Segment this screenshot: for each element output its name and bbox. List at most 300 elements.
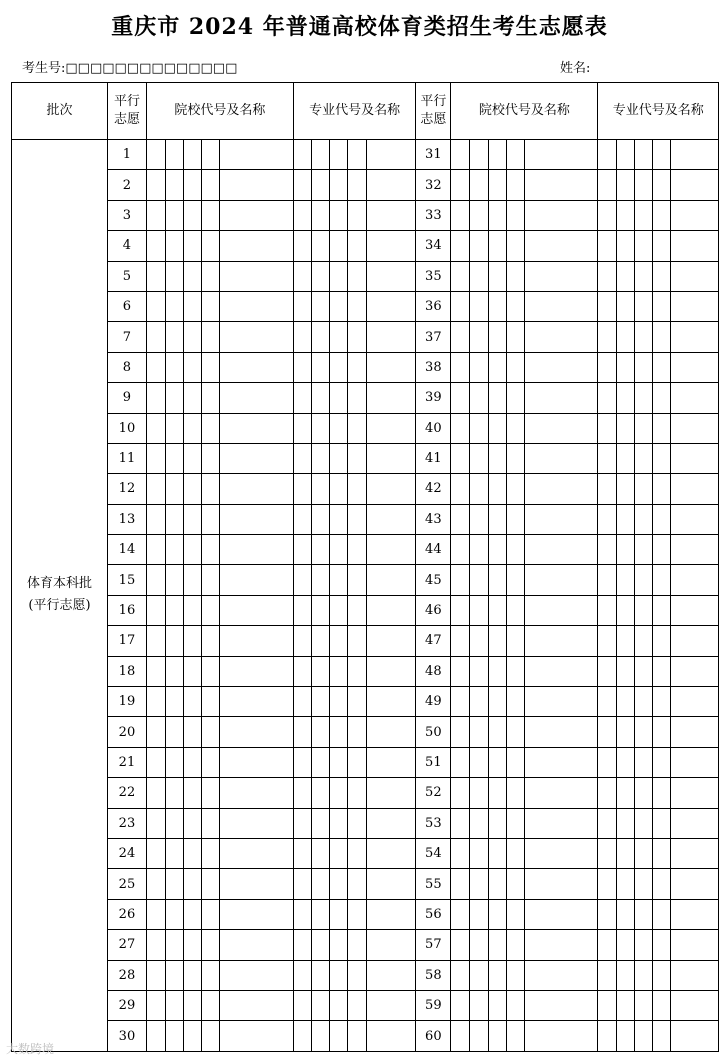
school-right-code-digit[interactable] bbox=[470, 1021, 488, 1051]
major-code-digit[interactable] bbox=[312, 261, 330, 291]
school-right-code-digit[interactable] bbox=[451, 869, 470, 899]
school-code-digit[interactable] bbox=[202, 899, 220, 929]
major-right-code-digit[interactable] bbox=[616, 352, 634, 382]
school-right-code-digit[interactable] bbox=[451, 565, 470, 595]
school-right-code-digit[interactable] bbox=[488, 291, 506, 321]
major-code-digit[interactable] bbox=[293, 291, 311, 321]
school-code-digit[interactable] bbox=[146, 930, 165, 960]
major-right-code-digit[interactable] bbox=[652, 656, 670, 686]
major-right-code-digit[interactable] bbox=[598, 140, 616, 170]
major-name-field[interactable] bbox=[366, 231, 416, 261]
major-right-code-digit[interactable] bbox=[634, 778, 652, 808]
school-right-code-digit[interactable] bbox=[506, 413, 524, 443]
school-code-digit[interactable] bbox=[146, 474, 165, 504]
school-code-digit[interactable] bbox=[166, 231, 184, 261]
school-right-code-digit[interactable] bbox=[488, 413, 506, 443]
school-code-digit[interactable] bbox=[146, 200, 165, 230]
school-right-name-field[interactable] bbox=[524, 595, 597, 625]
school-right-code-digit[interactable] bbox=[506, 322, 524, 352]
school-right-code-digit[interactable] bbox=[488, 170, 506, 200]
major-code-digit[interactable] bbox=[348, 170, 366, 200]
major-code-digit[interactable] bbox=[330, 443, 348, 473]
school-code-digit[interactable] bbox=[166, 413, 184, 443]
school-right-code-digit[interactable] bbox=[470, 808, 488, 838]
school-code-digit[interactable] bbox=[146, 231, 165, 261]
school-name-field[interactable] bbox=[220, 778, 293, 808]
major-right-code-digit[interactable] bbox=[598, 778, 616, 808]
major-right-code-digit[interactable] bbox=[598, 200, 616, 230]
school-code-digit[interactable] bbox=[184, 656, 202, 686]
major-right-code-digit[interactable] bbox=[616, 413, 634, 443]
major-code-digit[interactable] bbox=[348, 930, 366, 960]
major-right-name-field[interactable] bbox=[671, 504, 719, 534]
school-code-digit[interactable] bbox=[146, 1021, 165, 1051]
major-right-code-digit[interactable] bbox=[616, 930, 634, 960]
major-name-field[interactable] bbox=[366, 535, 416, 565]
major-code-digit[interactable] bbox=[312, 200, 330, 230]
school-right-code-digit[interactable] bbox=[451, 170, 470, 200]
major-code-digit[interactable] bbox=[330, 595, 348, 625]
major-right-code-digit[interactable] bbox=[598, 1021, 616, 1051]
major-right-code-digit[interactable] bbox=[634, 687, 652, 717]
major-code-digit[interactable] bbox=[312, 778, 330, 808]
school-right-code-digit[interactable] bbox=[506, 200, 524, 230]
major-code-digit[interactable] bbox=[293, 626, 311, 656]
major-right-name-field[interactable] bbox=[671, 626, 719, 656]
school-code-digit[interactable] bbox=[202, 170, 220, 200]
school-right-code-digit[interactable] bbox=[506, 687, 524, 717]
school-name-field[interactable] bbox=[220, 838, 293, 868]
school-name-field[interactable] bbox=[220, 565, 293, 595]
school-code-digit[interactable] bbox=[166, 352, 184, 382]
major-right-name-field[interactable] bbox=[671, 656, 719, 686]
school-code-digit[interactable] bbox=[146, 838, 165, 868]
school-code-digit[interactable] bbox=[146, 261, 165, 291]
major-right-code-digit[interactable] bbox=[598, 261, 616, 291]
major-code-digit[interactable] bbox=[348, 352, 366, 382]
school-name-field[interactable] bbox=[220, 261, 293, 291]
school-code-digit[interactable] bbox=[166, 869, 184, 899]
major-right-code-digit[interactable] bbox=[652, 717, 670, 747]
school-right-code-digit[interactable] bbox=[506, 535, 524, 565]
school-right-code-digit[interactable] bbox=[506, 443, 524, 473]
school-right-code-digit[interactable] bbox=[506, 778, 524, 808]
school-code-digit[interactable] bbox=[166, 322, 184, 352]
school-right-code-digit[interactable] bbox=[488, 231, 506, 261]
major-right-name-field[interactable] bbox=[671, 808, 719, 838]
school-right-name-field[interactable] bbox=[524, 352, 597, 382]
school-code-digit[interactable] bbox=[184, 626, 202, 656]
major-code-digit[interactable] bbox=[348, 808, 366, 838]
school-code-digit[interactable] bbox=[146, 960, 165, 990]
school-code-digit[interactable] bbox=[202, 322, 220, 352]
major-right-code-digit[interactable] bbox=[634, 443, 652, 473]
major-name-field[interactable] bbox=[366, 808, 416, 838]
major-right-name-field[interactable] bbox=[671, 443, 719, 473]
school-code-digit[interactable] bbox=[202, 140, 220, 170]
major-code-digit[interactable] bbox=[312, 291, 330, 321]
major-right-code-digit[interactable] bbox=[598, 869, 616, 899]
school-right-name-field[interactable] bbox=[524, 687, 597, 717]
major-right-code-digit[interactable] bbox=[616, 322, 634, 352]
major-right-code-digit[interactable] bbox=[652, 869, 670, 899]
major-right-code-digit[interactable] bbox=[652, 565, 670, 595]
major-code-digit[interactable] bbox=[330, 899, 348, 929]
major-right-name-field[interactable] bbox=[671, 565, 719, 595]
major-code-digit[interactable] bbox=[312, 504, 330, 534]
school-code-digit[interactable] bbox=[146, 808, 165, 838]
major-code-digit[interactable] bbox=[293, 170, 311, 200]
school-right-code-digit[interactable] bbox=[470, 869, 488, 899]
school-right-name-field[interactable] bbox=[524, 960, 597, 990]
school-right-code-digit[interactable] bbox=[506, 899, 524, 929]
school-name-field[interactable] bbox=[220, 747, 293, 777]
school-right-code-digit[interactable] bbox=[506, 869, 524, 899]
school-code-digit[interactable] bbox=[146, 170, 165, 200]
school-right-code-digit[interactable] bbox=[451, 899, 470, 929]
school-right-code-digit[interactable] bbox=[470, 413, 488, 443]
major-code-digit[interactable] bbox=[330, 504, 348, 534]
major-code-digit[interactable] bbox=[348, 960, 366, 990]
major-code-digit[interactable] bbox=[312, 383, 330, 413]
school-right-name-field[interactable] bbox=[524, 413, 597, 443]
school-right-name-field[interactable] bbox=[524, 626, 597, 656]
major-right-code-digit[interactable] bbox=[652, 747, 670, 777]
school-code-digit[interactable] bbox=[166, 261, 184, 291]
major-code-digit[interactable] bbox=[330, 383, 348, 413]
major-right-code-digit[interactable] bbox=[616, 656, 634, 686]
major-code-digit[interactable] bbox=[293, 383, 311, 413]
school-right-code-digit[interactable] bbox=[470, 960, 488, 990]
major-code-digit[interactable] bbox=[348, 140, 366, 170]
major-code-digit[interactable] bbox=[312, 1021, 330, 1051]
major-right-code-digit[interactable] bbox=[634, 717, 652, 747]
major-right-code-digit[interactable] bbox=[616, 261, 634, 291]
major-code-digit[interactable] bbox=[312, 656, 330, 686]
school-code-digit[interactable] bbox=[166, 535, 184, 565]
school-right-code-digit[interactable] bbox=[506, 930, 524, 960]
school-code-digit[interactable] bbox=[184, 717, 202, 747]
major-right-code-digit[interactable] bbox=[634, 1021, 652, 1051]
school-right-code-digit[interactable] bbox=[470, 352, 488, 382]
school-code-digit[interactable] bbox=[202, 869, 220, 899]
school-code-digit[interactable] bbox=[184, 778, 202, 808]
school-right-name-field[interactable] bbox=[524, 474, 597, 504]
school-name-field[interactable] bbox=[220, 626, 293, 656]
school-right-name-field[interactable] bbox=[524, 140, 597, 170]
major-right-name-field[interactable] bbox=[671, 352, 719, 382]
major-right-code-digit[interactable] bbox=[598, 291, 616, 321]
major-right-code-digit[interactable] bbox=[652, 170, 670, 200]
school-code-digit[interactable] bbox=[184, 990, 202, 1020]
school-right-code-digit[interactable] bbox=[451, 474, 470, 504]
major-code-digit[interactable] bbox=[293, 535, 311, 565]
school-code-digit[interactable] bbox=[202, 687, 220, 717]
school-right-code-digit[interactable] bbox=[470, 261, 488, 291]
major-code-digit[interactable] bbox=[293, 322, 311, 352]
school-right-code-digit[interactable] bbox=[451, 322, 470, 352]
major-code-digit[interactable] bbox=[312, 595, 330, 625]
school-name-field[interactable] bbox=[220, 383, 293, 413]
school-right-name-field[interactable] bbox=[524, 383, 597, 413]
major-code-digit[interactable] bbox=[348, 383, 366, 413]
school-right-code-digit[interactable] bbox=[470, 747, 488, 777]
school-code-digit[interactable] bbox=[202, 595, 220, 625]
school-right-name-field[interactable] bbox=[524, 535, 597, 565]
school-code-digit[interactable] bbox=[184, 352, 202, 382]
school-right-code-digit[interactable] bbox=[488, 474, 506, 504]
major-right-code-digit[interactable] bbox=[616, 140, 634, 170]
major-code-digit[interactable] bbox=[348, 565, 366, 595]
school-code-digit[interactable] bbox=[202, 413, 220, 443]
major-name-field[interactable] bbox=[366, 656, 416, 686]
school-code-digit[interactable] bbox=[184, 140, 202, 170]
major-name-field[interactable] bbox=[366, 960, 416, 990]
school-right-code-digit[interactable] bbox=[488, 930, 506, 960]
major-code-digit[interactable] bbox=[348, 322, 366, 352]
school-code-digit[interactable] bbox=[184, 322, 202, 352]
school-right-name-field[interactable] bbox=[524, 990, 597, 1020]
school-right-name-field[interactable] bbox=[524, 291, 597, 321]
school-right-code-digit[interactable] bbox=[451, 261, 470, 291]
major-code-digit[interactable] bbox=[312, 443, 330, 473]
school-right-code-digit[interactable] bbox=[451, 231, 470, 261]
major-right-code-digit[interactable] bbox=[616, 565, 634, 595]
major-code-digit[interactable] bbox=[348, 869, 366, 899]
major-right-name-field[interactable] bbox=[671, 170, 719, 200]
major-right-code-digit[interactable] bbox=[652, 930, 670, 960]
school-right-code-digit[interactable] bbox=[488, 322, 506, 352]
school-name-field[interactable] bbox=[220, 140, 293, 170]
major-right-code-digit[interactable] bbox=[598, 231, 616, 261]
school-code-digit[interactable] bbox=[202, 261, 220, 291]
major-right-code-digit[interactable] bbox=[652, 413, 670, 443]
major-right-code-digit[interactable] bbox=[598, 474, 616, 504]
major-code-digit[interactable] bbox=[330, 838, 348, 868]
school-right-code-digit[interactable] bbox=[506, 291, 524, 321]
major-code-digit[interactable] bbox=[312, 322, 330, 352]
school-right-name-field[interactable] bbox=[524, 443, 597, 473]
major-name-field[interactable] bbox=[366, 504, 416, 534]
major-code-digit[interactable] bbox=[330, 352, 348, 382]
school-right-name-field[interactable] bbox=[524, 261, 597, 291]
major-code-digit[interactable] bbox=[348, 504, 366, 534]
school-code-digit[interactable] bbox=[202, 930, 220, 960]
school-right-code-digit[interactable] bbox=[488, 747, 506, 777]
major-name-field[interactable] bbox=[366, 565, 416, 595]
school-right-code-digit[interactable] bbox=[451, 352, 470, 382]
school-right-code-digit[interactable] bbox=[451, 383, 470, 413]
major-right-code-digit[interactable] bbox=[652, 960, 670, 990]
major-right-code-digit[interactable] bbox=[598, 352, 616, 382]
school-code-digit[interactable] bbox=[146, 504, 165, 534]
school-name-field[interactable] bbox=[220, 717, 293, 747]
major-right-code-digit[interactable] bbox=[634, 656, 652, 686]
school-code-digit[interactable] bbox=[166, 1021, 184, 1051]
major-code-digit[interactable] bbox=[330, 626, 348, 656]
school-right-code-digit[interactable] bbox=[470, 322, 488, 352]
major-code-digit[interactable] bbox=[330, 1021, 348, 1051]
school-code-digit[interactable] bbox=[184, 261, 202, 291]
school-code-digit[interactable] bbox=[202, 747, 220, 777]
school-code-digit[interactable] bbox=[184, 170, 202, 200]
major-right-code-digit[interactable] bbox=[652, 443, 670, 473]
school-code-digit[interactable] bbox=[146, 747, 165, 777]
major-right-code-digit[interactable] bbox=[652, 504, 670, 534]
school-right-code-digit[interactable] bbox=[470, 443, 488, 473]
major-right-name-field[interactable] bbox=[671, 990, 719, 1020]
school-right-code-digit[interactable] bbox=[451, 413, 470, 443]
major-right-code-digit[interactable] bbox=[652, 990, 670, 1020]
major-right-code-digit[interactable] bbox=[634, 170, 652, 200]
major-code-digit[interactable] bbox=[312, 535, 330, 565]
school-code-digit[interactable] bbox=[166, 656, 184, 686]
major-right-code-digit[interactable] bbox=[598, 322, 616, 352]
school-right-code-digit[interactable] bbox=[488, 504, 506, 534]
school-right-code-digit[interactable] bbox=[470, 474, 488, 504]
major-right-code-digit[interactable] bbox=[598, 565, 616, 595]
school-code-digit[interactable] bbox=[146, 778, 165, 808]
major-code-digit[interactable] bbox=[330, 808, 348, 838]
school-right-name-field[interactable] bbox=[524, 747, 597, 777]
major-right-code-digit[interactable] bbox=[652, 200, 670, 230]
school-name-field[interactable] bbox=[220, 200, 293, 230]
major-right-name-field[interactable] bbox=[671, 140, 719, 170]
major-code-digit[interactable] bbox=[312, 960, 330, 990]
major-code-digit[interactable] bbox=[312, 413, 330, 443]
major-name-field[interactable] bbox=[366, 413, 416, 443]
school-right-code-digit[interactable] bbox=[451, 717, 470, 747]
school-right-code-digit[interactable] bbox=[470, 656, 488, 686]
major-code-digit[interactable] bbox=[312, 808, 330, 838]
school-right-code-digit[interactable] bbox=[470, 990, 488, 1020]
major-right-code-digit[interactable] bbox=[652, 383, 670, 413]
school-name-field[interactable] bbox=[220, 322, 293, 352]
major-right-code-digit[interactable] bbox=[598, 960, 616, 990]
major-right-code-digit[interactable] bbox=[598, 838, 616, 868]
major-code-digit[interactable] bbox=[293, 808, 311, 838]
school-right-code-digit[interactable] bbox=[488, 778, 506, 808]
major-right-code-digit[interactable] bbox=[652, 261, 670, 291]
school-right-code-digit[interactable] bbox=[470, 626, 488, 656]
major-right-code-digit[interactable] bbox=[652, 535, 670, 565]
school-code-digit[interactable] bbox=[184, 930, 202, 960]
major-right-name-field[interactable] bbox=[671, 322, 719, 352]
school-right-name-field[interactable] bbox=[524, 322, 597, 352]
major-code-digit[interactable] bbox=[330, 930, 348, 960]
major-right-code-digit[interactable] bbox=[598, 170, 616, 200]
major-right-name-field[interactable] bbox=[671, 1021, 719, 1051]
school-right-code-digit[interactable] bbox=[451, 687, 470, 717]
school-right-name-field[interactable] bbox=[524, 930, 597, 960]
school-right-code-digit[interactable] bbox=[488, 565, 506, 595]
school-right-code-digit[interactable] bbox=[488, 687, 506, 717]
major-code-digit[interactable] bbox=[348, 838, 366, 868]
school-code-digit[interactable] bbox=[146, 413, 165, 443]
major-right-code-digit[interactable] bbox=[634, 140, 652, 170]
major-code-digit[interactable] bbox=[293, 717, 311, 747]
school-code-digit[interactable] bbox=[184, 383, 202, 413]
major-name-field[interactable] bbox=[366, 838, 416, 868]
school-code-digit[interactable] bbox=[184, 535, 202, 565]
major-right-code-digit[interactable] bbox=[598, 413, 616, 443]
school-name-field[interactable] bbox=[220, 930, 293, 960]
school-code-digit[interactable] bbox=[146, 687, 165, 717]
school-name-field[interactable] bbox=[220, 899, 293, 929]
major-right-code-digit[interactable] bbox=[652, 899, 670, 929]
school-code-digit[interactable] bbox=[166, 899, 184, 929]
major-name-field[interactable] bbox=[366, 474, 416, 504]
major-right-code-digit[interactable] bbox=[634, 200, 652, 230]
major-code-digit[interactable] bbox=[312, 747, 330, 777]
major-right-code-digit[interactable] bbox=[616, 595, 634, 625]
school-code-digit[interactable] bbox=[202, 565, 220, 595]
major-right-name-field[interactable] bbox=[671, 200, 719, 230]
school-right-code-digit[interactable] bbox=[488, 443, 506, 473]
major-code-digit[interactable] bbox=[293, 200, 311, 230]
major-right-code-digit[interactable] bbox=[616, 778, 634, 808]
major-code-digit[interactable] bbox=[348, 535, 366, 565]
school-right-code-digit[interactable] bbox=[506, 170, 524, 200]
major-right-code-digit[interactable] bbox=[652, 140, 670, 170]
school-right-code-digit[interactable] bbox=[470, 778, 488, 808]
major-right-code-digit[interactable] bbox=[634, 808, 652, 838]
major-right-code-digit[interactable] bbox=[652, 231, 670, 261]
major-code-digit[interactable] bbox=[348, 474, 366, 504]
major-right-code-digit[interactable] bbox=[634, 595, 652, 625]
school-code-digit[interactable] bbox=[166, 595, 184, 625]
school-code-digit[interactable] bbox=[166, 838, 184, 868]
school-right-code-digit[interactable] bbox=[470, 504, 488, 534]
school-right-code-digit[interactable] bbox=[506, 717, 524, 747]
major-code-digit[interactable] bbox=[348, 778, 366, 808]
major-code-digit[interactable] bbox=[293, 413, 311, 443]
school-code-digit[interactable] bbox=[184, 595, 202, 625]
school-right-code-digit[interactable] bbox=[470, 899, 488, 929]
school-right-code-digit[interactable] bbox=[506, 626, 524, 656]
school-code-digit[interactable] bbox=[202, 717, 220, 747]
school-code-digit[interactable] bbox=[146, 595, 165, 625]
school-code-digit[interactable] bbox=[166, 565, 184, 595]
major-code-digit[interactable] bbox=[330, 170, 348, 200]
school-code-digit[interactable] bbox=[146, 990, 165, 1020]
school-code-digit[interactable] bbox=[184, 1021, 202, 1051]
school-right-code-digit[interactable] bbox=[470, 687, 488, 717]
major-name-field[interactable] bbox=[366, 1021, 416, 1051]
major-right-code-digit[interactable] bbox=[634, 747, 652, 777]
school-code-digit[interactable] bbox=[202, 1021, 220, 1051]
major-code-digit[interactable] bbox=[312, 352, 330, 382]
major-right-code-digit[interactable] bbox=[634, 838, 652, 868]
major-name-field[interactable] bbox=[366, 291, 416, 321]
major-right-name-field[interactable] bbox=[671, 291, 719, 321]
major-right-code-digit[interactable] bbox=[634, 565, 652, 595]
major-right-code-digit[interactable] bbox=[616, 1021, 634, 1051]
school-code-digit[interactable] bbox=[166, 960, 184, 990]
major-name-field[interactable] bbox=[366, 747, 416, 777]
major-right-code-digit[interactable] bbox=[616, 626, 634, 656]
major-name-field[interactable] bbox=[366, 930, 416, 960]
school-code-digit[interactable] bbox=[146, 443, 165, 473]
major-name-field[interactable] bbox=[366, 383, 416, 413]
major-code-digit[interactable] bbox=[348, 626, 366, 656]
school-code-digit[interactable] bbox=[166, 778, 184, 808]
major-right-name-field[interactable] bbox=[671, 413, 719, 443]
major-code-digit[interactable] bbox=[330, 869, 348, 899]
major-code-digit[interactable] bbox=[348, 413, 366, 443]
major-name-field[interactable] bbox=[366, 140, 416, 170]
major-code-digit[interactable] bbox=[293, 565, 311, 595]
